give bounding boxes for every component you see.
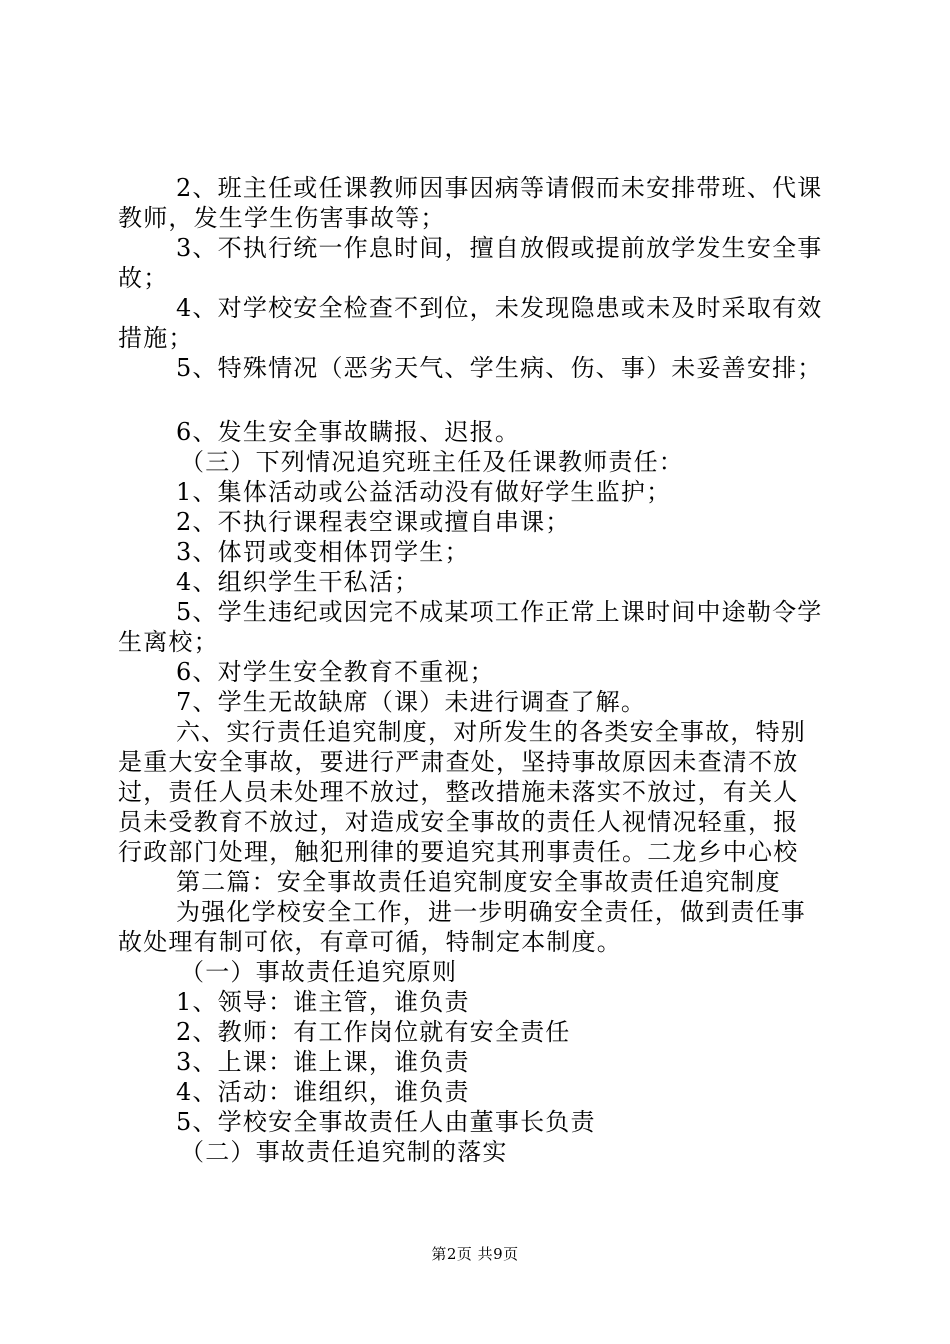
text-line: 5、特殊情况（恶劣天气、学生病、伤、事）未妥善安排；	[176, 354, 823, 382]
text-line: 六、实行责任追究制度，对所发生的各类安全事故，特别	[176, 718, 806, 746]
page-number: 第2页 共9页	[431, 1245, 519, 1263]
text-line: 行政部门处理，触犯刑律的要追究其刑事责任。二龙乡中心校	[118, 838, 799, 866]
text-line: 措施；	[118, 324, 194, 352]
section-heading: （三）下列情况追究班主任及任课教师责任：	[180, 448, 684, 476]
text-line: 6、发生安全事故瞒报、迟报。	[176, 418, 521, 446]
blank-line	[118, 383, 838, 417]
text-line: 7、学生无故缺席（课）未进行调查了解。	[176, 688, 647, 716]
text-line: 生离校；	[118, 628, 219, 656]
text-line: 1、集体活动或公益活动没有做好学生监护；	[176, 478, 672, 506]
text-line: 员未受教育不放过，对造成安全事故的责任人视情况轻重，报	[118, 808, 799, 836]
text-line: 5、学生违纪或因完不成某项工作正常上课时间中途勒令学	[176, 598, 823, 626]
section-heading: （一）事故责任追究原则	[180, 958, 458, 986]
section-heading: （二）事故责任追究制的落实	[180, 1138, 508, 1166]
text-line: 故；	[118, 264, 169, 292]
text-line: 4、对学校安全检查不到位，未发现隐患或未及时采取有效	[176, 294, 823, 322]
text-line: 6、对学生安全教育不重视；	[176, 658, 495, 686]
text-line: 4、组织学生干私活；	[176, 568, 420, 596]
text-line: 2、班主任或任课教师因事因病等请假而未安排带班、代课	[176, 174, 823, 202]
text-line: 故处理有制可依，有章可循，特制定本制度。	[118, 928, 622, 956]
text-line: 4、活动：谁组织，谁负责	[176, 1078, 470, 1106]
text-line: 5、学校安全事故责任人由董事长负责	[176, 1108, 596, 1136]
text-line: 2、教师：有工作岗位就有安全责任	[176, 1018, 571, 1046]
text-line: 教师，发生学生伤害事故等；	[118, 204, 446, 232]
text-line: 2、不执行课程表空课或擅自串课；	[176, 508, 571, 536]
text-line: 过，责任人员未处理不放过，整改措施未落实不放过，有关人	[118, 778, 799, 806]
text-line: 3、上课：谁上课，谁负责	[176, 1048, 470, 1076]
section-heading: 第二篇：安全事故责任追究制度安全事故责任追究制度	[176, 868, 781, 896]
text-line: 为强化学校安全工作，进一步明确安全责任，做到责任事	[176, 898, 806, 926]
text-line: 3、体罚或变相体罚学生；	[176, 538, 470, 566]
text-line: 是重大安全事故，要进行严肃查处，坚持事故原因未查清不放	[118, 748, 799, 776]
text-line: 3、不执行统一作息时间，擅自放假或提前放学发生安全事	[176, 234, 823, 262]
text-line: 1、领导：谁主管，谁负责	[176, 988, 470, 1016]
document-body	[118, 173, 838, 1167]
